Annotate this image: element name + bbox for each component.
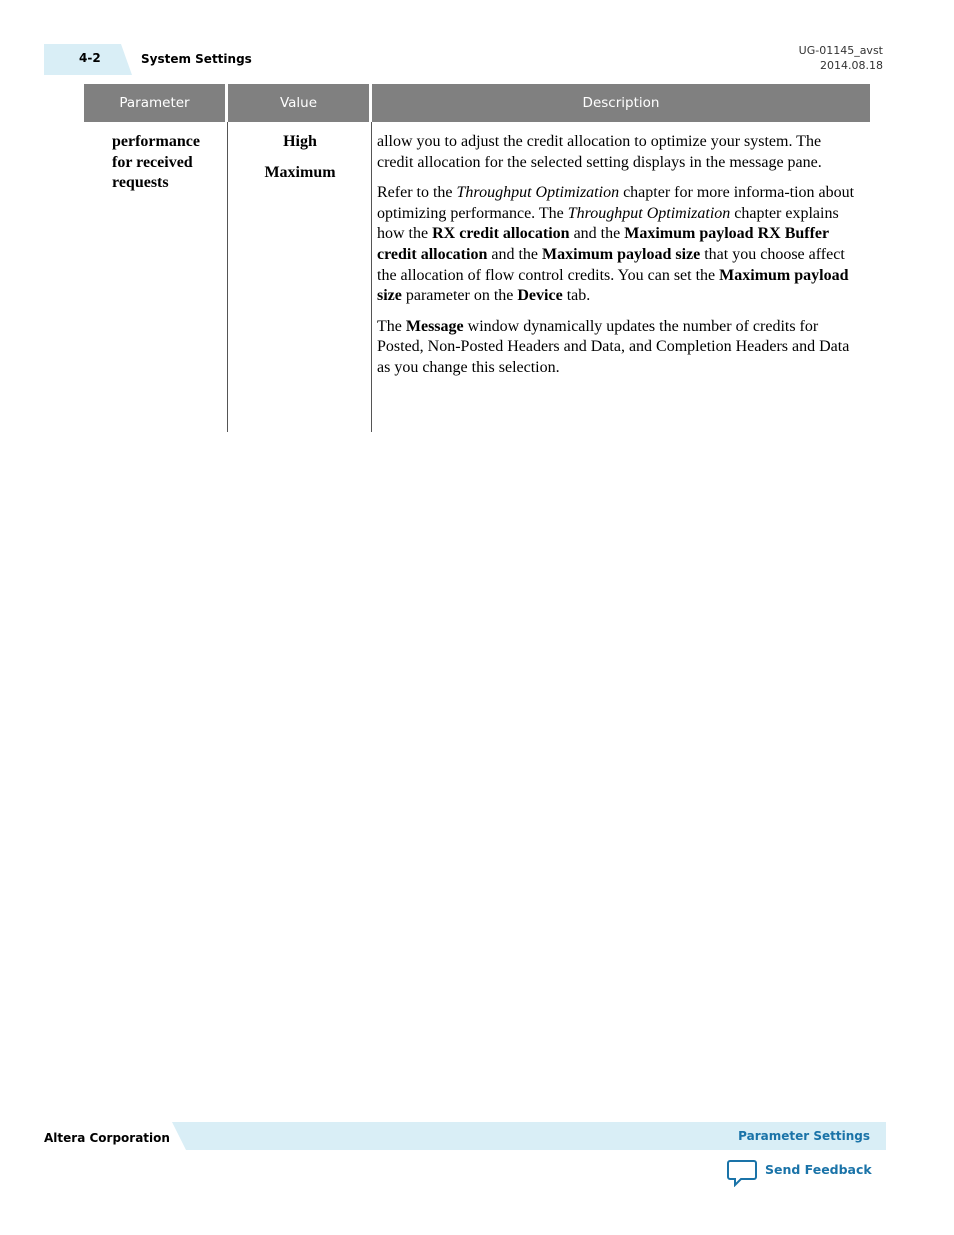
parameter-table: [84, 84, 870, 432]
description-paragraph: [377, 317, 857, 379]
doc-id: UG-01145_avst: [798, 44, 883, 57]
parameter-name: RX credit allocation: [432, 225, 570, 243]
chapter-reference: Throughput Optimization: [456, 184, 620, 202]
value-option: Maximum: [264, 163, 336, 181]
company-name: Altera Corporation: [44, 1131, 170, 1145]
window-name: Message: [405, 317, 464, 335]
text-span: window dynamically updates the number of credits for Posted, Non-Posted Headers and Data, and Completion Headers and Data as you change this selection.: [377, 317, 850, 376]
page-number: 4-2: [79, 51, 101, 65]
value-option: High: [283, 133, 317, 150]
text-span: that you choose affect the allocation of flow control credits. You can set the: [377, 245, 845, 284]
section-title: System Settings: [141, 52, 252, 66]
text-span: chapter for more informa-tion about optimizing performance. The: [377, 184, 855, 222]
description-cell: [377, 132, 857, 389]
description-paragraph: allow you to adjust the credit allocation to optimize your system. The credit allocation for the selected setting displays in the message pane.: [377, 133, 822, 171]
column-header-description: Description: [372, 84, 870, 122]
text-span: and the: [569, 225, 625, 243]
send-feedback-link[interactable]: Send Feedback: [765, 1162, 872, 1177]
speech-bubble-icon[interactable]: [727, 1159, 757, 1187]
section-link[interactable]: Parameter Settings: [738, 1129, 870, 1143]
table-header: [84, 84, 870, 122]
parameter-name: Maximum payload size: [377, 266, 849, 305]
tab-name: Device: [517, 287, 563, 305]
text-span: parameter on the: [401, 287, 518, 305]
column-header-value: Value: [228, 84, 369, 122]
text-span: The: [377, 317, 406, 335]
text-span: and the: [487, 245, 543, 263]
parameter-cell: performance for received requests: [112, 133, 200, 191]
parameter-name: Maximum payload RX Buffer credit allocation: [377, 225, 829, 263]
doc-date: 2014.08.18: [820, 59, 883, 72]
table-row: [84, 122, 870, 432]
parameter-name: Maximum payload size: [542, 245, 701, 263]
description-paragraph: [377, 183, 857, 307]
column-header-parameter: Parameter: [84, 84, 225, 122]
chapter-reference: Throughput Optimization: [567, 204, 731, 222]
text-span: chapter explains how the: [377, 204, 839, 243]
doc-info: [799, 43, 883, 73]
text-span: Refer to the: [377, 184, 457, 202]
value-cell: [228, 132, 372, 193]
text-span: tab.: [562, 287, 591, 305]
